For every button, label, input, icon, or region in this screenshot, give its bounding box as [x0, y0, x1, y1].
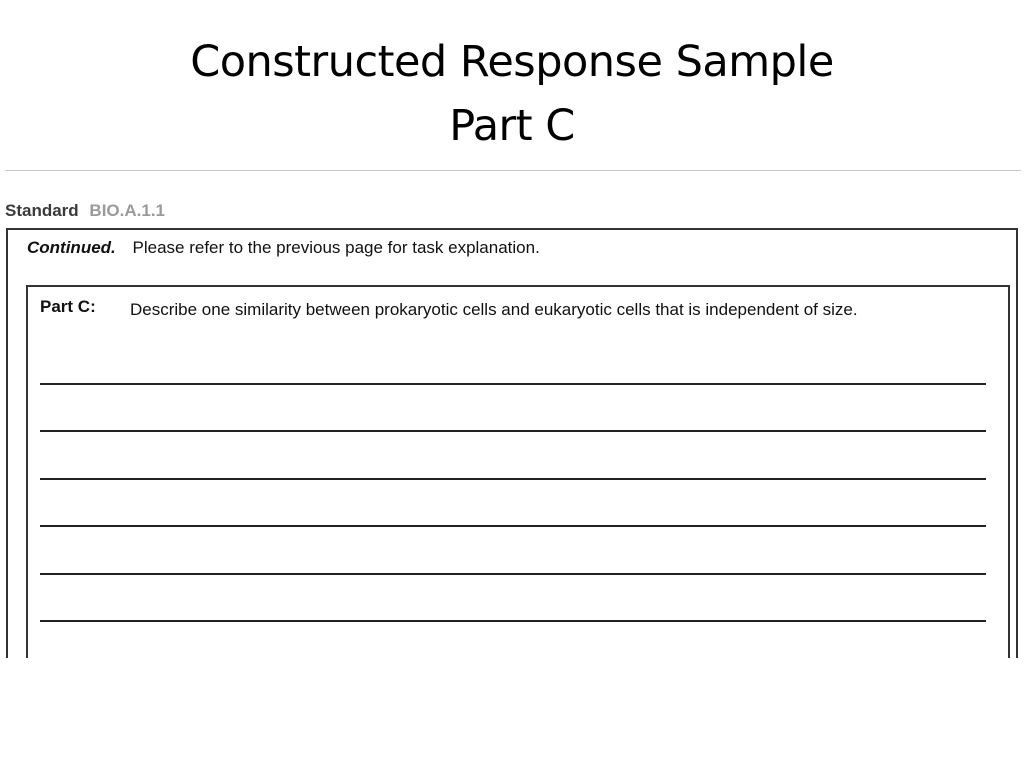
answer-line[interactable]	[40, 430, 986, 432]
slide-bottom-whitespace	[0, 658, 1024, 768]
standard-label: Standard	[5, 201, 79, 220]
answer-line[interactable]	[40, 573, 986, 575]
slide-title-line-1: Constructed Response Sample	[190, 37, 834, 87]
title-divider	[5, 170, 1021, 171]
answer-line[interactable]	[40, 478, 986, 480]
answer-line[interactable]	[40, 620, 986, 622]
answer-line[interactable]	[40, 383, 986, 385]
continued-note	[27, 238, 540, 258]
standard-code: BIO.A.1.1	[89, 201, 166, 220]
slide-title	[0, 30, 1024, 158]
part-label: Part C:	[40, 297, 96, 316]
continued-label: Continued.	[27, 238, 116, 257]
answer-line[interactable]	[40, 525, 986, 527]
standard-header	[5, 201, 165, 221]
task-box	[6, 228, 1018, 668]
continued-text: Please refer to the previous page for task explanation.	[132, 238, 540, 257]
part-c-box	[26, 285, 1010, 685]
slide-title-line-2: Part C	[449, 101, 575, 151]
part-question: Describe one similarity between prokaryotic cells and eukaryotic cells that is independent of size.	[130, 300, 858, 319]
